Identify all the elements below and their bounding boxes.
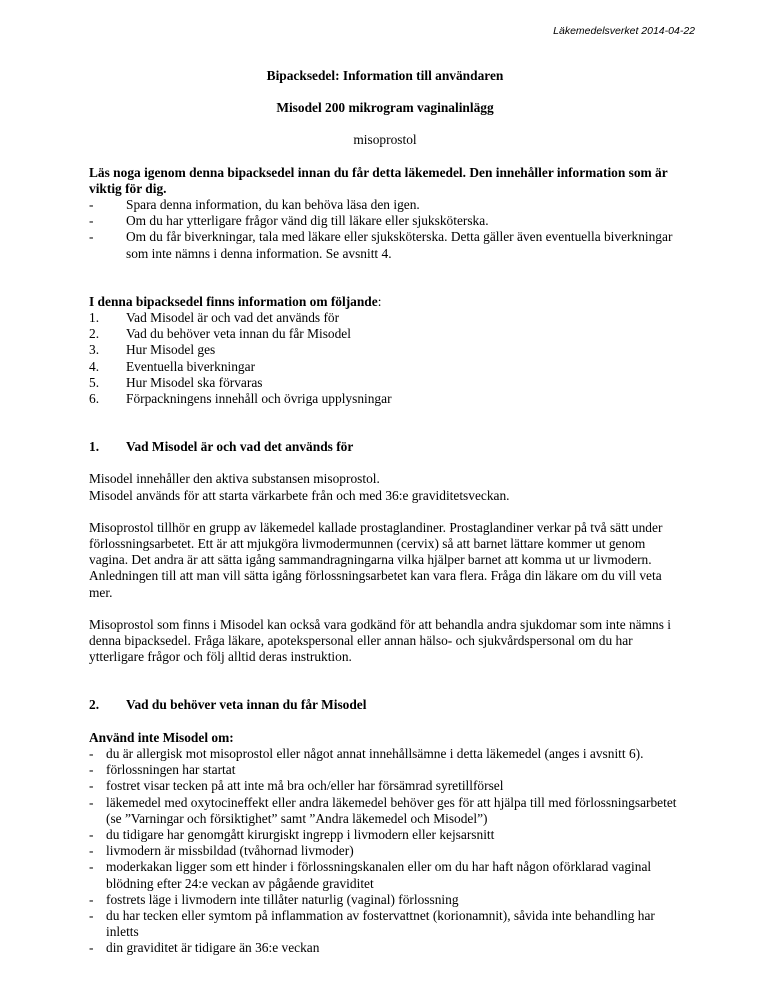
toc-item-text: Vad du behöver veta innan du får Misodel: [126, 326, 351, 342]
toc-item: [89, 391, 681, 407]
dash-marker: -: [89, 213, 94, 229]
section-2: [89, 697, 681, 956]
dash-marker: -: [89, 907, 94, 923]
intro-item-text: Om du får biverkningar, tala med läkare eller sjuksköterska. Detta gäller även eventuella biverkningar som inte nämns i denna information. Se avsnitt 4.: [126, 229, 673, 261]
toc-item: [89, 375, 681, 391]
section-heading-text: Vad Misodel är och vad det används för: [126, 439, 354, 455]
contraindication-item: [89, 843, 681, 859]
dash-marker: -: [89, 940, 94, 956]
toc-item-text: Hur Misodel ska förvaras: [126, 374, 263, 390]
toc-item-number: 3.: [89, 342, 100, 358]
section-1-paragraph: Misoprostol tillhör en grupp av läkemedel kallade prostaglandiner. Prostaglandiner verkar på två sätt under förlossningsarbetet. Ett är att mjukgöra livmodermunnen (cervix) så att barnet lättare kommer ut genom vagina. Det andra är att sätta igång sammandragningarna vilka hjälper barnet att komma ut ur livmodern. Anledningen till att man vill sätta igång förlossningsarbetet kan vara flera. Fråga din läkare om du vill veta mer.: [89, 519, 663, 600]
dash-marker: -: [89, 843, 94, 859]
contraindication-text: du har tecken eller symtom på inflammation av fostervattnet (korionamnit), såvida inte behandling har inletts: [106, 907, 655, 940]
contraindication-item: [89, 892, 681, 908]
dash-marker: -: [89, 891, 94, 907]
toc-heading-text: I denna bipacksedel finns information om följande: [89, 293, 378, 309]
contraindication-item: [89, 778, 681, 794]
toc-item-text: Eventuella biverkningar: [126, 358, 256, 374]
dash-marker: -: [89, 794, 94, 810]
intro-item: [89, 213, 681, 229]
contraindication-text: förlossningen har startat: [106, 762, 236, 778]
toc-heading-colon: :: [377, 293, 382, 309]
toc-item-text: Vad Misodel är och vad det används för: [126, 310, 340, 326]
section-1-heading: [89, 439, 681, 455]
toc-item-number: 5.: [89, 374, 100, 390]
contraindication-item: [89, 795, 681, 827]
dash-marker: -: [89, 778, 94, 794]
intro-item: [89, 229, 681, 261]
leaflet-page: [89, 68, 681, 957]
section-1-paragraph: Misodel innehåller den aktiva substansen misoprostol.: [89, 471, 380, 487]
section-1-paragraph: Misodel används för att starta värkarbete från och med 36:e graviditetsveckan.: [89, 487, 510, 503]
section-number: 2.: [89, 697, 100, 713]
toc-item: [89, 310, 681, 326]
section-heading-text: Vad du behöver veta innan du får Misodel: [126, 697, 367, 713]
intro-item-text: Om du har ytterligare frågor vänd dig till läkare eller sjuksköterska.: [126, 213, 489, 229]
section-number: 1.: [89, 439, 100, 455]
contraindication-item: [89, 746, 681, 762]
contraindication-text: moderkakan ligger som ett hinder i förlossningskanalen eller om du har haft någon oförklarad vaginal blödning efter 24:e veckan av pågående graviditet: [106, 859, 652, 891]
toc-item-text: Förpackningens innehåll och övriga upplysningar: [126, 391, 392, 407]
toc-item-text: Hur Misodel ges: [126, 342, 216, 358]
section-2-subheading: Använd inte Misodel om:: [89, 729, 234, 745]
contraindication-item: [89, 908, 681, 940]
intro-heading: Läs noga igenom denna bipacksedel innan du får detta läkemedel. Den innehåller information som är viktig för dig.: [89, 164, 668, 196]
toc-item-number: 2.: [89, 326, 100, 342]
section-1: [89, 439, 681, 665]
section-2-heading: [89, 697, 681, 713]
toc-item-number: 1.: [89, 310, 100, 326]
contraindication-item: [89, 940, 681, 956]
product-name: Misodel 200 mikrogram vaginalinlägg: [276, 100, 494, 116]
contraindication-text: din graviditet är tidigare än 36:e veckan: [106, 940, 320, 956]
contraindication-item: [89, 859, 681, 891]
toc-item: [89, 342, 681, 358]
dash-marker: -: [89, 762, 94, 778]
contraindication-text: livmodern är missbildad (tvåhornad livmoder): [106, 843, 354, 859]
dash-marker: -: [89, 745, 94, 761]
toc-item-number: 6.: [89, 391, 100, 407]
dash-marker: -: [89, 859, 94, 875]
intro-item-text: Spara denna information, du kan behöva läsa den igen.: [126, 197, 420, 213]
contraindication-text: fostret visar tecken på att inte må bra och/eller har försämrad syretillförsel: [106, 778, 504, 794]
intro-section: [89, 165, 681, 262]
dash-marker: -: [89, 826, 94, 842]
contraindication-item: [89, 762, 681, 778]
contraindication-text: du tidigare har genomgått kirurgiskt ingrepp i livmodern eller kejsarsnitt: [106, 826, 495, 842]
toc-item-number: 4.: [89, 358, 100, 374]
intro-item: [89, 197, 681, 213]
contraindication-text: du är allergisk mot misoprostol eller något annat innehållsämne i detta läkemedel (anges i avsnitt 6).: [106, 745, 644, 761]
contraindication-text: fostrets läge i livmodern inte tillåter naturlig (vaginal) förlossning: [106, 891, 459, 907]
leaflet-title: Bipacksedel: Information till användaren: [266, 68, 504, 83]
section-1-paragraph: Misoprostol som finns i Misodel kan också vara godkänd för att behandla andra sjukdomar som inte nämns i denna bipacksedel. Fråga läkare, apotekspersonal eller annan hälso- och sjukvårdspersonal om du har ytterligare frågor och följ alltid deras instruktion.: [89, 616, 672, 665]
contraindication-item: [89, 827, 681, 843]
substance-name: misoprostol: [353, 132, 417, 148]
toc-heading: [89, 294, 681, 310]
toc-item: [89, 326, 681, 342]
toc-item: [89, 359, 681, 375]
toc-section: [89, 294, 681, 407]
dash-marker: -: [89, 197, 94, 213]
dash-marker: -: [89, 229, 94, 245]
document-header: Läkemedelsverket 2014-04-22: [553, 25, 695, 37]
contraindication-text: läkemedel med oxytocineffekt eller andra läkemedel behöver ges för att hjälpa till med förlossningsarbetet (se ”Varningar och försiktighet” samt ”Andra läkemedel och Misodel”): [106, 794, 677, 826]
